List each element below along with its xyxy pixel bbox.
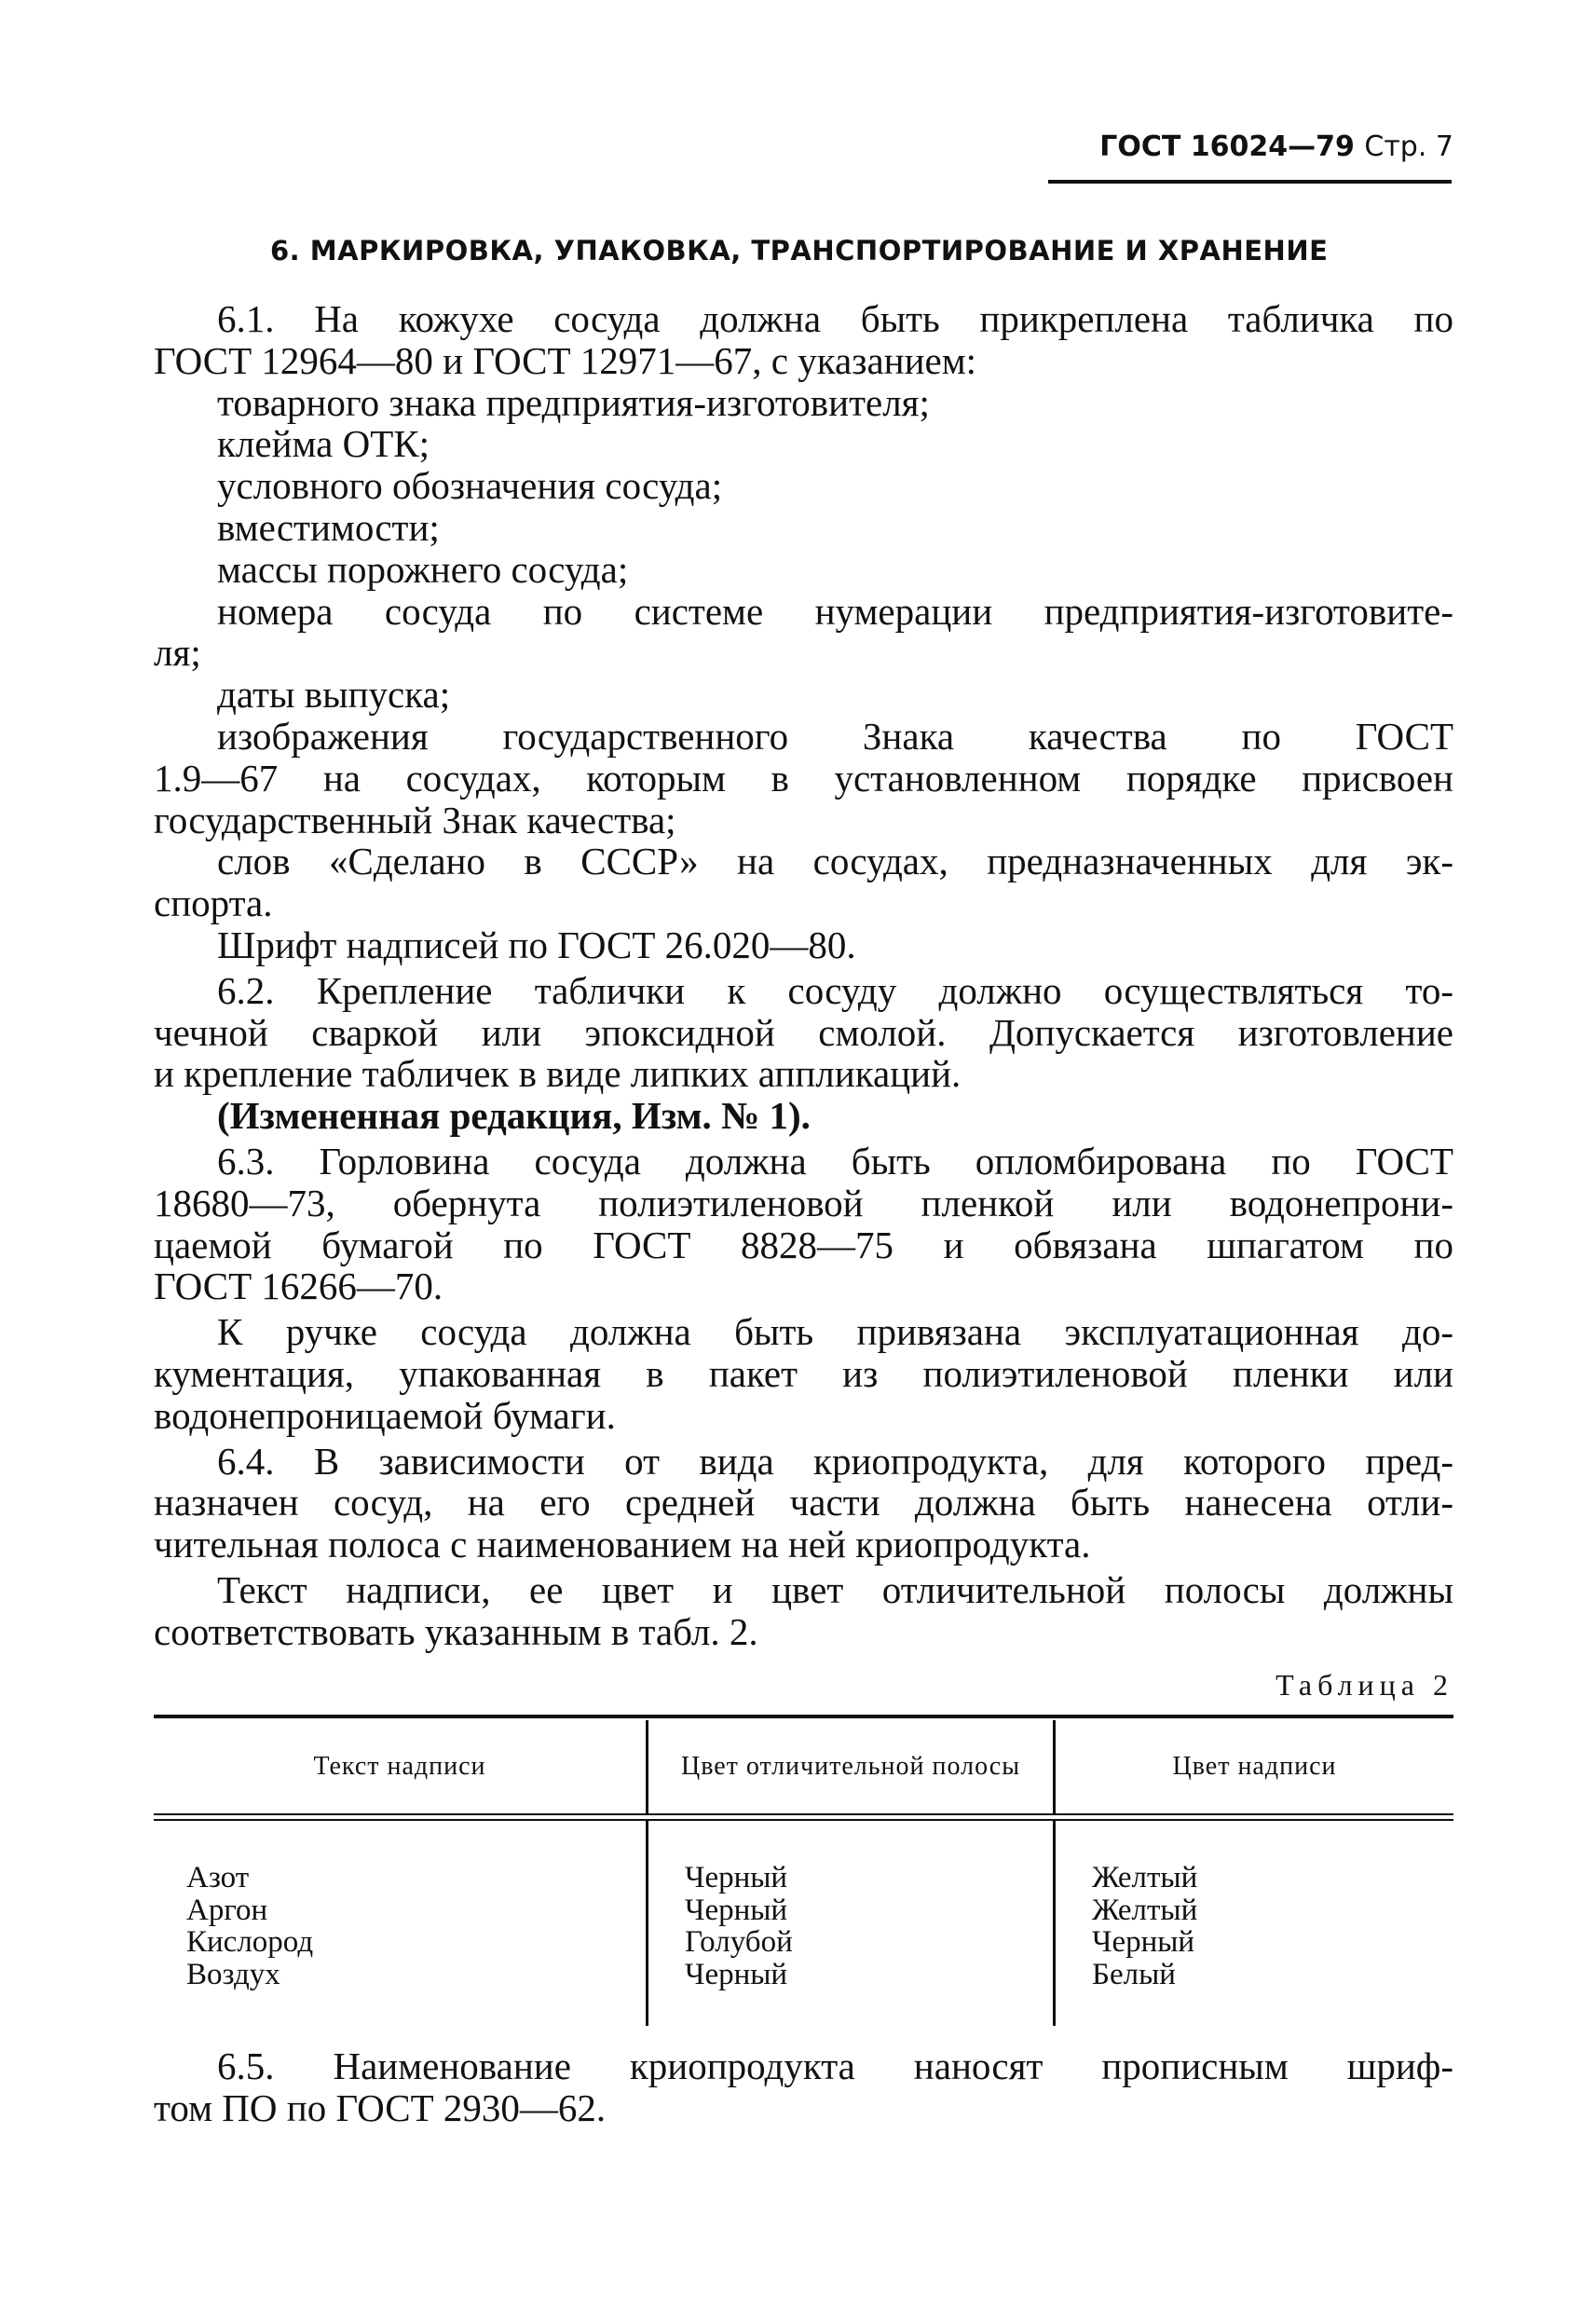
clause-6-3-line: 6.3. Горловина сосуда должна быть опломбирована по ГОСТ — [217, 1139, 1453, 1183]
table-cell: Желтый — [1092, 1861, 1198, 1894]
list-item-cont: государственный Знак качества; — [154, 798, 676, 841]
colors-table — [154, 1715, 1453, 2031]
clause-6-4-line: назначен сосуд, на его средней части должна быть нанесена отли- — [154, 1481, 1453, 1525]
column-cryoproduct — [186, 1862, 313, 1990]
list-item: даты выпуска; — [217, 673, 451, 717]
clause-6-3-line: цаемой бумагой по ГОСТ 8828—75 и обвязана шпагатом по — [154, 1223, 1453, 1266]
page-number: Стр. 7 — [1364, 130, 1453, 163]
clause-6-3-para-line: К ручке сосуда должна быть привязана эксплуатационная до- — [217, 1310, 1453, 1354]
list-item-cont: спорта. — [154, 882, 273, 925]
standard-number: ГОСТ 16024—79 — [1099, 130, 1355, 163]
clause-6-4-para-line: соответствовать указанным в табл. 2. — [154, 1609, 758, 1653]
list-item: товарного знака предприятия-изготовителя; — [217, 380, 930, 424]
list-item: массы порожнего сосуда; — [217, 547, 629, 591]
table-cell: Черный — [685, 1957, 788, 1991]
table-cell: Черный — [685, 1893, 788, 1927]
list-item: слов «Сделано в СССР» на сосудах, предназначенных для эк- — [217, 840, 1453, 883]
table-header-rule — [154, 1819, 1453, 1821]
table-cell: Аргон — [186, 1893, 268, 1927]
table-header-stripe: Цвет отличительной полосы — [680, 1752, 1021, 1781]
clause-6-2-line: и крепление табличек в виде липких аппликаций. — [154, 1052, 962, 1096]
amendment-note: (Измененная редакция, Изм. № 1). — [217, 1094, 811, 1138]
clause-6-1-line: ГОСТ 12964—80 и ГОСТ 12971—67, с указанием: — [154, 338, 977, 382]
column-label-color — [1092, 1862, 1197, 1990]
table-cell: Воздух — [186, 1957, 280, 1991]
clause-6-3-para-line: водонепроницаемой бумаги. — [154, 1393, 616, 1437]
clause-6-5-line: том ПО по ГОСТ 2930—62. — [154, 2086, 607, 2129]
header-rule — [1048, 180, 1452, 184]
table-cell: Голубой — [685, 1925, 793, 1959]
list-item-cont: 1.9—67 на сосудах, которым в установленном порядке присвоен — [154, 756, 1453, 800]
page-header — [1044, 130, 1453, 163]
table-cell: Черный — [1092, 1925, 1195, 1959]
clause-6-3-line: ГОСТ 16266—70. — [154, 1265, 443, 1308]
list-item: клейма ОТК; — [217, 422, 430, 466]
list-item-cont: ля; — [154, 631, 201, 675]
list-item: изображения государственного Знака качества по ГОСТ — [217, 714, 1453, 758]
column-divider — [1053, 1821, 1056, 2026]
clause-6-2-line: 6.2. Крепление таблички к сосуду должно осуществляться то- — [217, 968, 1453, 1012]
clause-6-4-para-line: Текст надписи, ее цвет и цвет отличительной полосы должны — [217, 1567, 1453, 1611]
column-divider — [646, 1821, 648, 2026]
table-cell: Желтый — [1092, 1893, 1198, 1927]
list-item: вместимости; — [217, 505, 440, 549]
column-stripe-color — [685, 1862, 793, 1990]
table-header-label-color: Цвет надписи — [1172, 1752, 1337, 1781]
clause-6-5-line: 6.5. Наименование криопродукта наносят прописным шриф- — [217, 2044, 1453, 2087]
clause-6-3-line: 18680—73, обернута полиэтиленовой пленкой или водонепрони- — [154, 1181, 1453, 1224]
clause-6-2-line: чечной сваркой или эпоксидной смолой. Допускается изготовление — [154, 1010, 1453, 1054]
table-cell: Кислород — [186, 1925, 314, 1959]
section-body — [154, 298, 1453, 1653]
list-item: номера сосуда по системе нумерации предприятия-изготовите- — [217, 589, 1453, 633]
section-title: 6. МАРКИРОВКА, УПАКОВКА, ТРАНСПОРТИРОВАНИЕ И ХРАНЕНИЕ — [270, 235, 1329, 267]
table-label: Таблица 2 — [1275, 1668, 1453, 1702]
table-header-rule — [154, 1813, 1453, 1815]
table-cell: Черный — [685, 1861, 788, 1894]
table-top-rule — [154, 1715, 1453, 1718]
table-cell: Азот — [186, 1861, 250, 1894]
list-item: условного обозначения сосуда; — [217, 464, 723, 508]
table-header-text: Текст надписи — [313, 1752, 486, 1781]
clause-6-4-line: 6.4. В зависимости от вида криопродукта, для которого пред- — [217, 1439, 1453, 1483]
clause-6-3-para-line: кументация, упакованная в пакет из полиэтиленовой пленки или — [154, 1351, 1453, 1395]
clause-6-5 — [154, 2045, 1453, 2129]
font-note: Шрифт надписей по ГОСТ 26.020—80. — [217, 923, 856, 966]
clause-6-4-line: чительная полоса с наименованием на ней криопродукта. — [154, 1523, 1091, 1566]
table-cell: Белый — [1092, 1957, 1176, 1991]
clause-6-1-line: 6.1. На кожухе сосуда должна быть прикреплена табличка по — [217, 297, 1453, 340]
